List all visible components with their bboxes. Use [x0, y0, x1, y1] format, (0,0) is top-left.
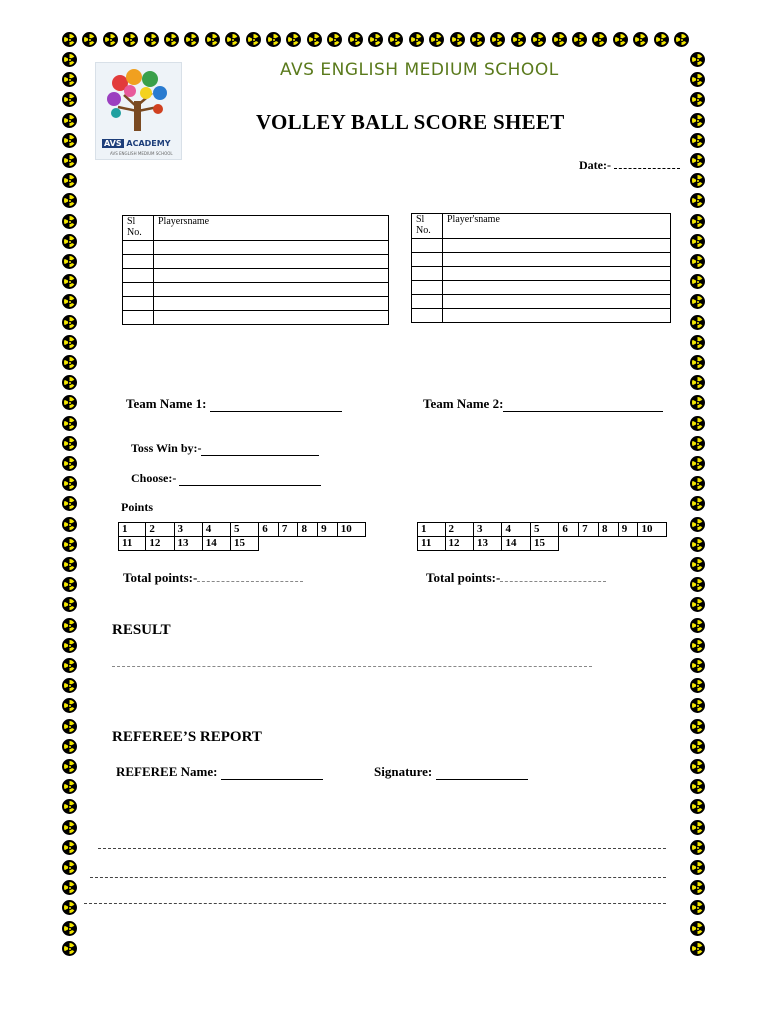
border-dot-icon — [62, 52, 77, 67]
date-field[interactable]: Date:- — [579, 158, 680, 173]
border-dot-icon — [690, 395, 705, 410]
border-dot-icon — [62, 537, 77, 552]
border-dot-icon — [62, 274, 77, 289]
border-dot-icon — [62, 193, 77, 208]
point-cell[interactable]: 5 — [530, 523, 558, 537]
report-line-3[interactable] — [84, 903, 666, 904]
border-dot-icon — [409, 32, 424, 47]
border-dot-icon — [62, 92, 77, 107]
border-dot-icon — [62, 153, 77, 168]
signature-field[interactable]: Signature: — [374, 764, 528, 780]
border-dot-icon — [103, 32, 118, 47]
border-dot-icon — [690, 638, 705, 653]
border-dot-icon — [690, 698, 705, 713]
border-dot-icon — [62, 517, 77, 532]
point-cell[interactable]: 1 — [119, 523, 146, 537]
border-dot-icon — [690, 456, 705, 471]
border-dot-icon — [690, 234, 705, 249]
table-row[interactable] — [412, 253, 671, 267]
border-dot-icon — [690, 294, 705, 309]
border-dot-icon — [62, 254, 77, 269]
point-cell[interactable]: 12 — [146, 537, 174, 551]
border-dot-icon — [62, 72, 77, 87]
border-dot-icon — [62, 436, 77, 451]
report-line-1[interactable] — [98, 848, 666, 849]
border-dot-icon — [62, 456, 77, 471]
empty-cell — [559, 537, 579, 551]
empty-cell — [337, 537, 365, 551]
border-dot-icon — [633, 32, 648, 47]
border-dot-icon — [654, 32, 669, 47]
empty-cell — [598, 537, 618, 551]
toss-field[interactable]: Toss Win by:- — [131, 441, 319, 456]
point-cell[interactable]: 4 — [202, 523, 230, 537]
border-dot-icon — [62, 921, 77, 936]
border-dot-icon — [225, 32, 240, 47]
border-dot-icon — [690, 840, 705, 855]
border-dot-icon — [490, 32, 505, 47]
table-row[interactable] — [123, 241, 389, 255]
logo-tagline: AVS ENGLISH MEDIUM SCHOOL — [110, 151, 173, 156]
border-dot-icon — [184, 32, 199, 47]
border-dot-icon — [690, 335, 705, 350]
border-dot-icon — [690, 921, 705, 936]
border-dot-icon — [62, 577, 77, 592]
border-dot-icon — [348, 32, 363, 47]
point-cell[interactable]: 15 — [231, 537, 259, 551]
border-dot-icon — [62, 335, 77, 350]
table-row[interactable] — [123, 311, 389, 325]
point-cell[interactable]: 10 — [337, 523, 365, 537]
border-dot-icon — [690, 880, 705, 895]
border-dot-icon — [307, 32, 322, 47]
empty-cell — [638, 537, 667, 551]
border-dot-icon — [164, 32, 179, 47]
border-dot-icon — [690, 52, 705, 67]
table-row[interactable] — [412, 281, 671, 295]
empty-cell — [278, 537, 298, 551]
border-dot-icon — [690, 254, 705, 269]
table-row[interactable] — [123, 255, 389, 269]
border-dot-icon — [62, 476, 77, 491]
border-dot-icon — [62, 779, 77, 794]
border-dot-icon — [82, 32, 97, 47]
table-row[interactable] — [123, 283, 389, 297]
empty-cell — [259, 537, 279, 551]
report-line-2[interactable] — [90, 877, 666, 878]
border-dot-icon — [690, 517, 705, 532]
border-dot-icon — [62, 294, 77, 309]
border-dot-icon — [690, 900, 705, 915]
referee-report-heading: REFEREE’S REPORT — [112, 729, 262, 745]
border-dot-icon — [62, 395, 77, 410]
border-dot-icon — [690, 153, 705, 168]
page-title: VOLLEY BALL SCORE SHEET — [256, 110, 565, 134]
logo-brand: AVS ACADEMY — [104, 139, 171, 148]
border-dot-icon — [674, 32, 689, 47]
point-cell[interactable]: 8 — [298, 523, 318, 537]
border-dot-icon — [690, 537, 705, 552]
border-dot-icon — [62, 234, 77, 249]
name-header: Playersname — [154, 216, 389, 241]
table-row[interactable] — [123, 269, 389, 283]
point-cell[interactable]: 2 — [146, 523, 174, 537]
border-dot-icon — [690, 941, 705, 956]
border-dot-icon — [327, 32, 342, 47]
border-dot-icon — [62, 618, 77, 633]
points-grid-2 — [417, 522, 667, 551]
border-dot-icon — [690, 375, 705, 390]
border-dot-icon — [690, 779, 705, 794]
point-cell[interactable]: 11 — [119, 537, 146, 551]
border-dot-icon — [62, 900, 77, 915]
points-label: Points — [121, 500, 154, 514]
tree-hands-icon — [104, 67, 172, 133]
border-dot-icon — [62, 880, 77, 895]
border-dot-icon — [368, 32, 383, 47]
sl-header: Sl No. — [412, 214, 443, 239]
table-row[interactable] — [412, 239, 671, 253]
border-dot-icon — [592, 32, 607, 47]
point-cell[interactable]: 9 — [618, 523, 638, 537]
point-cell[interactable]: 10 — [638, 523, 667, 537]
border-dot-icon — [690, 274, 705, 289]
team-name-1-field[interactable]: Team Name 1: — [126, 396, 342, 412]
border-dot-icon — [690, 214, 705, 229]
border-dot-icon — [388, 32, 403, 47]
border-dot-icon — [690, 92, 705, 107]
point-cell[interactable]: 8 — [598, 523, 618, 537]
total-points-2[interactable]: Total points:- — [426, 570, 606, 586]
border-dot-icon — [690, 476, 705, 491]
border-dot-icon — [62, 799, 77, 814]
point-cell[interactable]: 13 — [174, 537, 202, 551]
table-row[interactable] — [412, 309, 671, 323]
border-dot-icon — [62, 820, 77, 835]
border-dot-icon — [690, 577, 705, 592]
empty-cell — [318, 537, 338, 551]
total-points-1[interactable]: Total points:- — [123, 570, 303, 586]
border-dot-icon — [266, 32, 281, 47]
border-dot-icon — [531, 32, 546, 47]
border-dot-icon — [286, 32, 301, 47]
point-cell[interactable]: 3 — [174, 523, 202, 537]
border-dot-icon — [470, 32, 485, 47]
border-dot-icon — [690, 496, 705, 511]
border-dot-icon — [690, 658, 705, 673]
border-dot-icon — [690, 597, 705, 612]
border-dot-icon — [690, 193, 705, 208]
point-cell[interactable]: 5 — [231, 523, 259, 537]
point-cell[interactable]: 9 — [318, 523, 338, 537]
border-dot-icon — [690, 820, 705, 835]
result-heading: RESULT — [112, 622, 171, 638]
border-dot-icon — [62, 860, 77, 875]
point-cell[interactable]: 14 — [202, 537, 230, 551]
empty-cell — [618, 537, 638, 551]
table-row[interactable] — [123, 297, 389, 311]
border-dot-icon — [62, 678, 77, 693]
border-dot-icon — [62, 759, 77, 774]
sl-header: Sl No. — [123, 216, 154, 241]
border-dot-icon — [690, 113, 705, 128]
border-dot-icon — [123, 32, 138, 47]
border-dot-icon — [144, 32, 159, 47]
players-table-1 — [122, 215, 389, 325]
border-dot-icon — [62, 638, 77, 653]
table-row[interactable] — [412, 295, 671, 309]
border-dot-icon — [62, 315, 77, 330]
table-row[interactable] — [412, 267, 671, 281]
border-dot-icon — [62, 739, 77, 754]
border-dot-icon — [62, 375, 77, 390]
point-cell[interactable]: 13 — [474, 537, 502, 551]
border-dot-icon — [62, 173, 77, 188]
border-dot-icon — [690, 719, 705, 734]
school-name: AVS ENGLISH MEDIUM SCHOOL — [280, 60, 559, 80]
border-dot-icon — [62, 32, 77, 47]
point-cell[interactable]: 6 — [259, 523, 279, 537]
choose-field[interactable]: Choose:- — [131, 471, 321, 486]
players-table-2 — [411, 213, 671, 323]
border-dot-icon — [62, 214, 77, 229]
border-dot-icon — [62, 416, 77, 431]
name-header: Player'sname — [443, 214, 671, 239]
point-cell[interactable]: 2 — [445, 523, 473, 537]
point-cell[interactable]: 6 — [559, 523, 579, 537]
border-dot-icon — [62, 355, 77, 370]
point-cell[interactable]: 15 — [530, 537, 558, 551]
border-dot-icon — [62, 133, 77, 148]
border-dot-icon — [62, 113, 77, 128]
border-dot-icon — [62, 941, 77, 956]
point-cell[interactable]: 14 — [502, 537, 530, 551]
border-dot-icon — [690, 133, 705, 148]
border-dot-icon — [690, 173, 705, 188]
border-dot-icon — [690, 759, 705, 774]
point-cell[interactable]: 11 — [418, 537, 446, 551]
border-dot-icon — [690, 315, 705, 330]
points-grid-1 — [118, 522, 366, 551]
point-cell[interactable]: 4 — [502, 523, 530, 537]
border-dot-icon — [511, 32, 526, 47]
border-dot-icon — [690, 860, 705, 875]
border-dot-icon — [62, 597, 77, 612]
border-dot-icon — [246, 32, 261, 47]
point-cell[interactable]: 7 — [579, 523, 599, 537]
school-logo — [95, 62, 182, 160]
referee-name-field[interactable]: REFEREE Name: — [116, 764, 323, 780]
border-dot-icon — [552, 32, 567, 47]
border-dot-icon — [690, 72, 705, 87]
border-dot-icon — [690, 416, 705, 431]
empty-cell — [579, 537, 599, 551]
border-dot-icon — [690, 557, 705, 572]
border-dot-icon — [62, 557, 77, 572]
border-dot-icon — [62, 840, 77, 855]
point-cell[interactable]: 3 — [474, 523, 502, 537]
result-line[interactable] — [112, 666, 592, 667]
border-dot-icon — [690, 678, 705, 693]
border-dot-icon — [690, 436, 705, 451]
point-cell[interactable]: 12 — [445, 537, 473, 551]
empty-cell — [298, 537, 318, 551]
border-dot-icon — [690, 739, 705, 754]
border-dot-icon — [450, 32, 465, 47]
border-dot-icon — [572, 32, 587, 47]
team-name-2-field[interactable]: Team Name 2: — [423, 396, 663, 412]
border-dot-icon — [690, 618, 705, 633]
border-dot-icon — [205, 32, 220, 47]
border-dot-icon — [62, 698, 77, 713]
point-cell[interactable]: 7 — [278, 523, 298, 537]
border-dot-icon — [62, 719, 77, 734]
border-dot-icon — [429, 32, 444, 47]
border-dot-icon — [62, 496, 77, 511]
border-dot-icon — [690, 799, 705, 814]
border-dot-icon — [613, 32, 628, 47]
point-cell[interactable]: 1 — [418, 523, 446, 537]
border-dot-icon — [690, 355, 705, 370]
border-dot-icon — [62, 658, 77, 673]
